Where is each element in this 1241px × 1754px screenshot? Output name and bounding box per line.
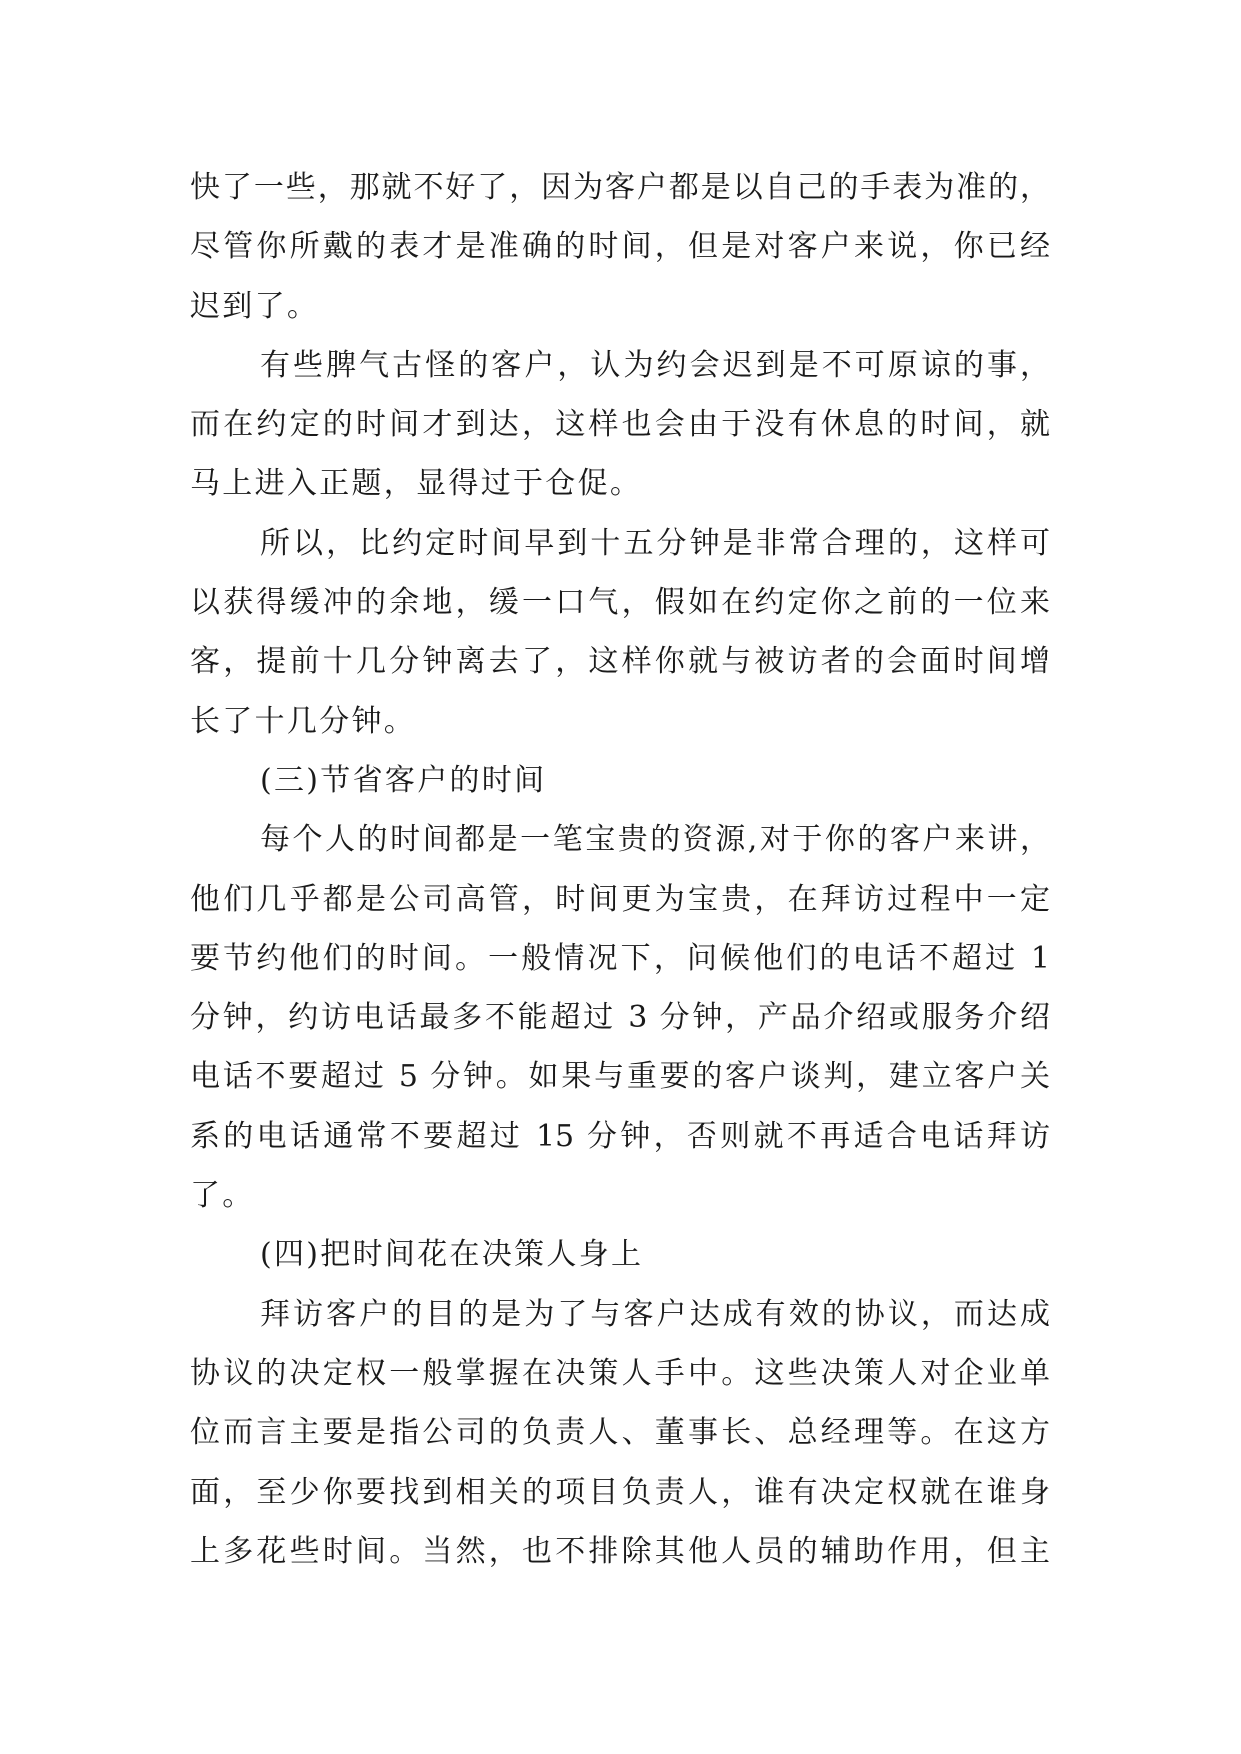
text-line: 尽管你所戴的表才是准确的时间，但是对客户来说，你已经 [190,229,1050,265]
text-line: 以获得缓冲的余地，缓一口气，假如在约定你之前的一位来 [190,585,1050,621]
text-line: 迟到了。 [190,288,320,324]
text-line: 客，提前十几分钟离去了，这样你就与被访者的会面时间增 [190,644,1050,680]
paragraph-first-line: 所以，比约定时间早到十五分钟是非常合理的，这样可 [260,525,1050,561]
section-heading: (三)节省客户的时间 [260,762,547,798]
text-line: 分钟，约访电话最多不能超过 3 分钟，产品介绍或服务介绍 [190,1000,1050,1036]
paragraph-first-line: 每个人的时间都是一笔宝贵的资源,对于你的客户来讲， [260,822,1050,858]
text-line: 而在约定的时间才到达，这样也会由于没有休息的时间，就 [190,407,1050,443]
text-line: 上多花些时间。当然，也不排除其他人员的辅助作用，但主 [190,1533,1050,1569]
text-line: 系的电话通常不要超过 15 分钟，否则就不再适合电话拜访 [190,1118,1050,1154]
text-line: 面，至少你要找到相关的项目负责人，谁有决定权就在谁身 [190,1474,1050,1510]
paragraph-first-line: 拜访客户的目的是为了与客户达成有效的协议，而达成 [260,1296,1050,1332]
text-line: 要节约他们的时间。一般情况下，问候他们的电话不超过 1 [190,940,1050,976]
text-line: 位而言主要是指公司的负责人、董事长、总经理等。在这方 [190,1415,1050,1451]
paragraph-first-line: 有些脾气古怪的客户，认为约会迟到是不可原谅的事， [260,347,1050,383]
text-line: 协议的决定权一般掌握在决策人手中。这些决策人对企业单 [190,1355,1050,1391]
text-line: 快了一些，那就不好了，因为客户都是以自己的手表为准的， [190,170,1050,205]
text-line: 马上进入正题，显得过于仓促。 [190,466,643,502]
text-line: 他们几乎都是公司高管，时间更为宝贵，在拜访过程中一定 [190,881,1050,917]
text-line: 了。 [190,1178,255,1214]
document-body [190,158,1050,1581]
text-line: 电话不要超过 5 分钟。如果与重要的客户谈判，建立客户关 [190,1059,1050,1095]
section-heading: (四)把时间花在决策人身上 [260,1237,644,1273]
text-line: 长了十几分钟。 [190,703,417,739]
